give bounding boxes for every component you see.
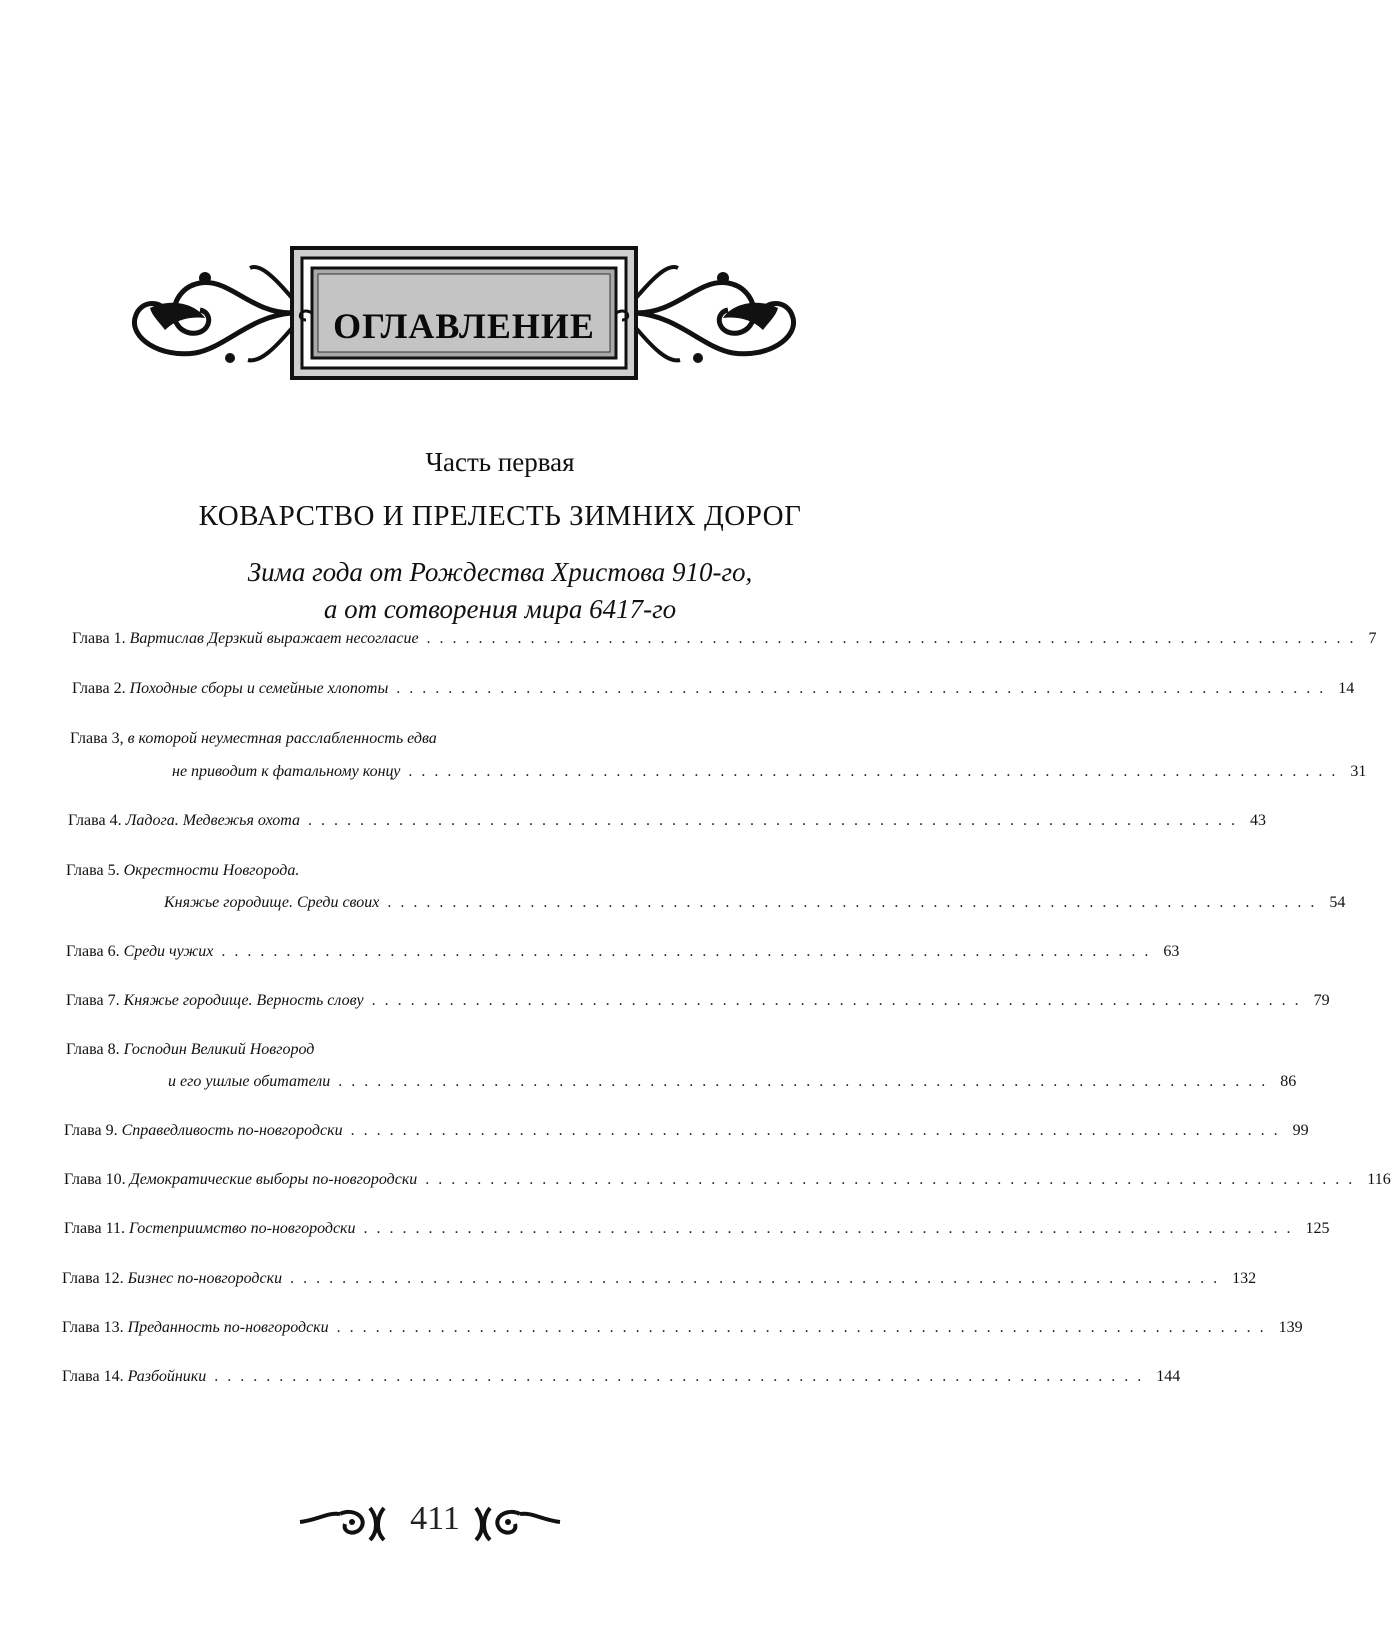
toc-entry-page: 7 <box>1368 630 1377 647</box>
toc-dot-leader: ........................................................................ <box>350 1122 1287 1139</box>
toc-dot-leader: ........................................................................ <box>336 1319 1273 1336</box>
toc-entry-label: Глава 1. <box>72 630 126 647</box>
toc-entry-label: Глава 3, <box>70 730 124 747</box>
toc-entry-label: Глава 13. <box>62 1319 124 1336</box>
toc-entry-page: 116 <box>1367 1171 1391 1188</box>
toc-entry-title: не приводит к фатальному концу <box>172 763 401 780</box>
toc-entry[interactable] <box>70 730 808 764</box>
toc-entry-continuation[interactable] <box>168 1073 1297 1107</box>
toc-entry-page: 144 <box>1156 1368 1181 1385</box>
toc-entry-title: Справедливость по-новгородски <box>121 1122 343 1139</box>
toc-entry[interactable] <box>66 862 804 896</box>
footer-ornament <box>0 1490 1000 1550</box>
part-title: КОВАРСТВО И ПРЕЛЕСТЬ ЗИМНИХ ДОРОГ <box>198 500 802 532</box>
toc-dot-leader: ........................................................................ <box>426 630 1363 647</box>
toc-entry-label: Глава 14. <box>62 1368 124 1385</box>
toc-entry-title: Среди чужих <box>123 943 214 960</box>
toc-entry-label: Глава 6. <box>66 943 120 960</box>
toc-entry[interactable] <box>66 943 1180 977</box>
part-label: Часть первая <box>425 447 575 477</box>
toc-entry[interactable] <box>66 1041 802 1075</box>
flourish-icon <box>0 1490 1000 1550</box>
toc-entry-label: Глава 5. <box>66 862 120 879</box>
toc-entry-title: Разбойники <box>127 1368 207 1385</box>
toc-entry[interactable] <box>68 812 1267 846</box>
toc-entry[interactable] <box>64 1122 1309 1156</box>
toc-entry-page: 125 <box>1305 1220 1330 1237</box>
toc-entry-page: 43 <box>1250 812 1267 829</box>
toc-entry-page: 54 <box>1329 894 1346 911</box>
part-subtitle-line: а от сотворения мира 6417-го <box>323 594 677 624</box>
toc-entry[interactable] <box>64 1171 1391 1205</box>
toc-entry[interactable] <box>72 630 1377 664</box>
toc-entry-page: 139 <box>1278 1319 1303 1336</box>
toc-entry-title: Гостеприимство по-новгородски <box>128 1220 356 1237</box>
toc-entry[interactable] <box>62 1368 1181 1402</box>
toc-entry-page: 31 <box>1350 763 1367 780</box>
toc-entry-label: Глава 11. <box>64 1220 125 1237</box>
toc-entry-title: Княжье городище. Среди своих <box>164 894 380 911</box>
page-number: 411 <box>410 1500 460 1537</box>
toc-entry-page: 79 <box>1313 992 1330 1009</box>
toc-entry-title: Демократические выборы по-новгородски <box>129 1171 418 1188</box>
toc-entry-label: Глава 2. <box>72 680 126 697</box>
toc-entry-title: Вартислав Дерзкий выражает несогласие <box>129 630 419 647</box>
toc-dot-leader: ........................................................................ <box>396 680 1333 697</box>
toc-entry-title: Преданность по-новгородски <box>127 1319 329 1336</box>
toc-dot-leader: ........................................................................ <box>214 1368 1151 1385</box>
toc-entry-continuation[interactable] <box>172 763 1367 797</box>
toc-entry[interactable] <box>62 1270 1257 1304</box>
toc-dot-leader: ........................................................................ <box>425 1171 1362 1188</box>
toc-dot-leader: ........................................................................ <box>308 812 1245 829</box>
toc-dot-leader: ........................................................................ <box>363 1220 1300 1237</box>
part-subtitle <box>0 554 1000 628</box>
toc-dot-leader: ........................................................................ <box>371 992 1308 1009</box>
toc-entry-title: Господин Великий Новгород <box>123 1041 315 1058</box>
toc-entry-page: 63 <box>1163 943 1180 960</box>
toc-entry-title: Походные сборы и семейные хлопоты <box>129 680 389 697</box>
toc-entry-title: Бизнес по-новгородски <box>127 1270 283 1287</box>
toc-entry-label: Глава 9. <box>64 1122 118 1139</box>
toc-dot-leader: ........................................................................ <box>290 1270 1227 1287</box>
toc-entry-page: 14 <box>1338 680 1355 697</box>
toc-dot-leader: ........................................................................ <box>408 763 1345 780</box>
toc-entry[interactable] <box>62 1319 1303 1353</box>
toc-entry[interactable] <box>66 992 1330 1026</box>
toc-entry-label: Глава 8. <box>66 1041 120 1058</box>
toc-entry-label: Глава 10. <box>64 1171 126 1188</box>
toc-entry-title: Княжье городище. Верность слову <box>123 992 364 1009</box>
toc-entry[interactable] <box>72 680 1355 714</box>
part-subtitle-line: Зима года от Рождества Христова 910-го, <box>247 557 753 587</box>
toc-entry-label: Глава 4. <box>68 812 122 829</box>
toc-dot-leader: ........................................................................ <box>338 1073 1275 1090</box>
toc-entry-label: Глава 7. <box>66 992 120 1009</box>
toc-entry-continuation[interactable] <box>164 894 1346 928</box>
toc-entry-title: Окрестности Новгорода. <box>123 862 300 879</box>
toc-entry[interactable] <box>64 1220 1330 1254</box>
toc-entry-title: в которой неуместная расслабленность едва <box>127 730 437 747</box>
toc-entry-page: 132 <box>1232 1270 1257 1287</box>
toc-entry-title: Ладога. Медвежья охота <box>125 812 301 829</box>
toc-entry-label: Глава 12. <box>62 1270 124 1287</box>
toc-dot-leader: ........................................................................ <box>221 943 1158 960</box>
toc-entry-page: 99 <box>1292 1122 1309 1139</box>
toc-dot-leader: ........................................................................ <box>387 894 1324 911</box>
toc-entry-page: 86 <box>1280 1073 1297 1090</box>
page-title: ОГЛАВЛЕНИЕ <box>333 306 595 346</box>
toc-entry-title: и его ушлые обитатели <box>168 1073 331 1090</box>
